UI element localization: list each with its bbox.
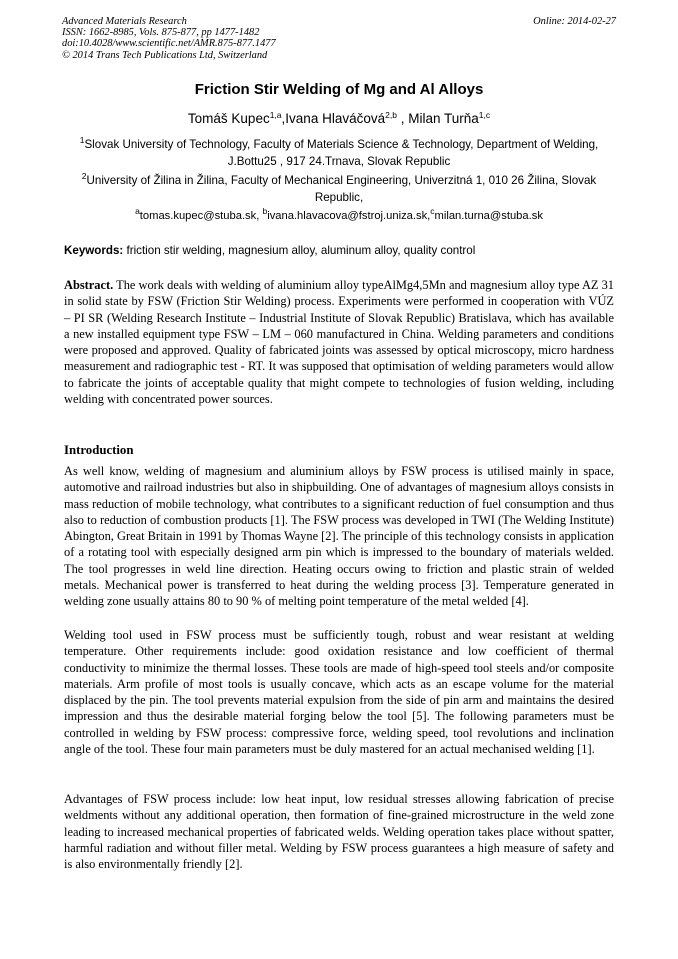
keywords [64, 243, 614, 258]
author-emails [40, 206, 638, 223]
body-paragraph: Welding tool used in FSW process must be sufficiently tough, robust and wear resistant at welding temperature. Other requirements include: good oxidation resistance and low coefficient of thermal conductivity to minimize the thermal losses. These tools are made of high-speed tool steels and/or composite materials. Arm profile of most tools is usually concave, which acts as an escape volume for the material displaced by the pin. The tool prevents material expulsion from the side of pin arm and maintains the desired impression and thus the desirable material forging below the tool [5]. The following parameters must be controlled in welding by FSW process: compressive force, welding speed, tool revolutions and inclination angle of the tool. These four main parameters must be duly mastered for an actual mechanised welding [1]. [64, 628, 614, 757]
affiliation-marker: 2 [81, 171, 87, 181]
author-separator: , [396, 111, 409, 126]
copyright-line: © 2014 Trans Tech Publications Ltd, Switzerland [62, 49, 268, 61]
journal-header [62, 16, 462, 61]
affiliation-text: University of Žilina in Žilina, Faculty of Mechanical Engineering, Univerzitná 1, 010 26 Žilina, Slovak Republic, [86, 174, 597, 204]
author-name: Tomáš Kupec [187, 111, 270, 126]
author-marker: 1,c [478, 110, 491, 120]
email-marker: b [262, 206, 268, 216]
affiliation-text: Slovak University of Technology, Faculty of Materials Science & Technology, Department of Welding, J.Bottu25 , 917 24.Trnava, Slovak Republic [84, 138, 599, 168]
affiliation-1 [70, 137, 608, 170]
author-separator: , [281, 111, 286, 126]
email-marker: a [135, 206, 140, 216]
abstract [64, 277, 614, 407]
paper-title: Friction Stir Welding of Mg and Al Alloys [194, 81, 484, 98]
author-marker: 1,a [269, 110, 282, 120]
author-name: Ivana Hlaváčová [285, 111, 386, 126]
email-link[interactable]: ivana.hlavacova@fstroj.uniza.sk, [267, 210, 431, 222]
email-link[interactable]: milan.turna@stuba.sk [434, 210, 543, 222]
keywords-text: friction stir welding, magnesium alloy, aluminum alloy, quality control [123, 244, 476, 257]
keywords-label: Keywords: [64, 244, 124, 257]
author-marker: 2,b [385, 110, 397, 120]
email-marker: c [430, 206, 435, 216]
journal-name: Advanced Materials Research [62, 16, 187, 27]
abstract-label: Abstract. [64, 278, 114, 292]
body-paragraph: As well know, welding of magnesium and aluminium alloys by FSW process is utilised mainly in space, automotive and railroad industries but also in shipbuilding. One of advantages of magnesium alloys consists in mass reduction of mobile technology, what contributes to a significant reduction of fuel consumption and thus also to reduction of combustion products [1]. The FSW process was developed in TWI (The Welding Institute) Abington, Great Britain in 1991 by Thomas Wayne [2]. The principle of this technology consists in application of a rotating tool with especially designed arm pin which is impressed to the boundary of materials welded. The tool progresses in weld line direction. Heating occurs owing to friction and plastic strain of welded metals. Mechanical power is transferred to heat during the welding process [3]. Temperature generated in welding zone usually attains 80 to 90 % of melting point temperature of the metal welded [4]. [64, 464, 614, 609]
author-list [40, 110, 638, 128]
affiliation-2 [70, 173, 608, 206]
issn-line: ISSN: 1662-8985, Vols. 875-877, pp 1477-1482 [62, 27, 260, 39]
email-link[interactable]: tomas.kupec@stuba.sk, [139, 210, 263, 222]
author-name: Milan Turňa [408, 111, 479, 126]
online-date: Online: 2014-02-27 [533, 16, 616, 27]
introduction-heading: Introduction [64, 443, 134, 457]
abstract-text: The work deals with welding of aluminium alloy typeAlMg4,5Mn and magnesium alloy type AZ 31 in solid state by FSW (Friction Stir Welding) process. Experiments were performed in cooperation with VÚZ – PI SR (Welding Research Institute – Industrial Institute of Slovak Republic) Bratislava, which has available a new installed equipment type FSW – LM – 060 manufactured in China. Welding parameters and conditions were proposed and approved. Quality of fabricated joints was assessed by optical microscopy, micro hardness measurement and radiographic test - RT. It was supposed that optimisation of welding parameters would allow to fabricate the joints of acceptable quality that might compete to technologies of fusion welding, including welding with concentrated power sources. [64, 278, 614, 407]
affiliation-marker: 1 [79, 135, 85, 145]
body-paragraph: Advantages of FSW process include: low heat input, low residual stresses allowing fabrication of precise weldments without any additional operation, then formation of fine-grained microstructure in the weld zone leading to increased mechanical properties of fabricated welds. Welding operation takes place without spatter, harmful radiation and without filler metal. Welding by FSW process guarantees a high measure of safety and is also environmentally friendly [2]. [64, 792, 614, 872]
doi-link[interactable]: doi:10.4028/www.scientific.net/AMR.875-877.1477 [62, 38, 276, 50]
